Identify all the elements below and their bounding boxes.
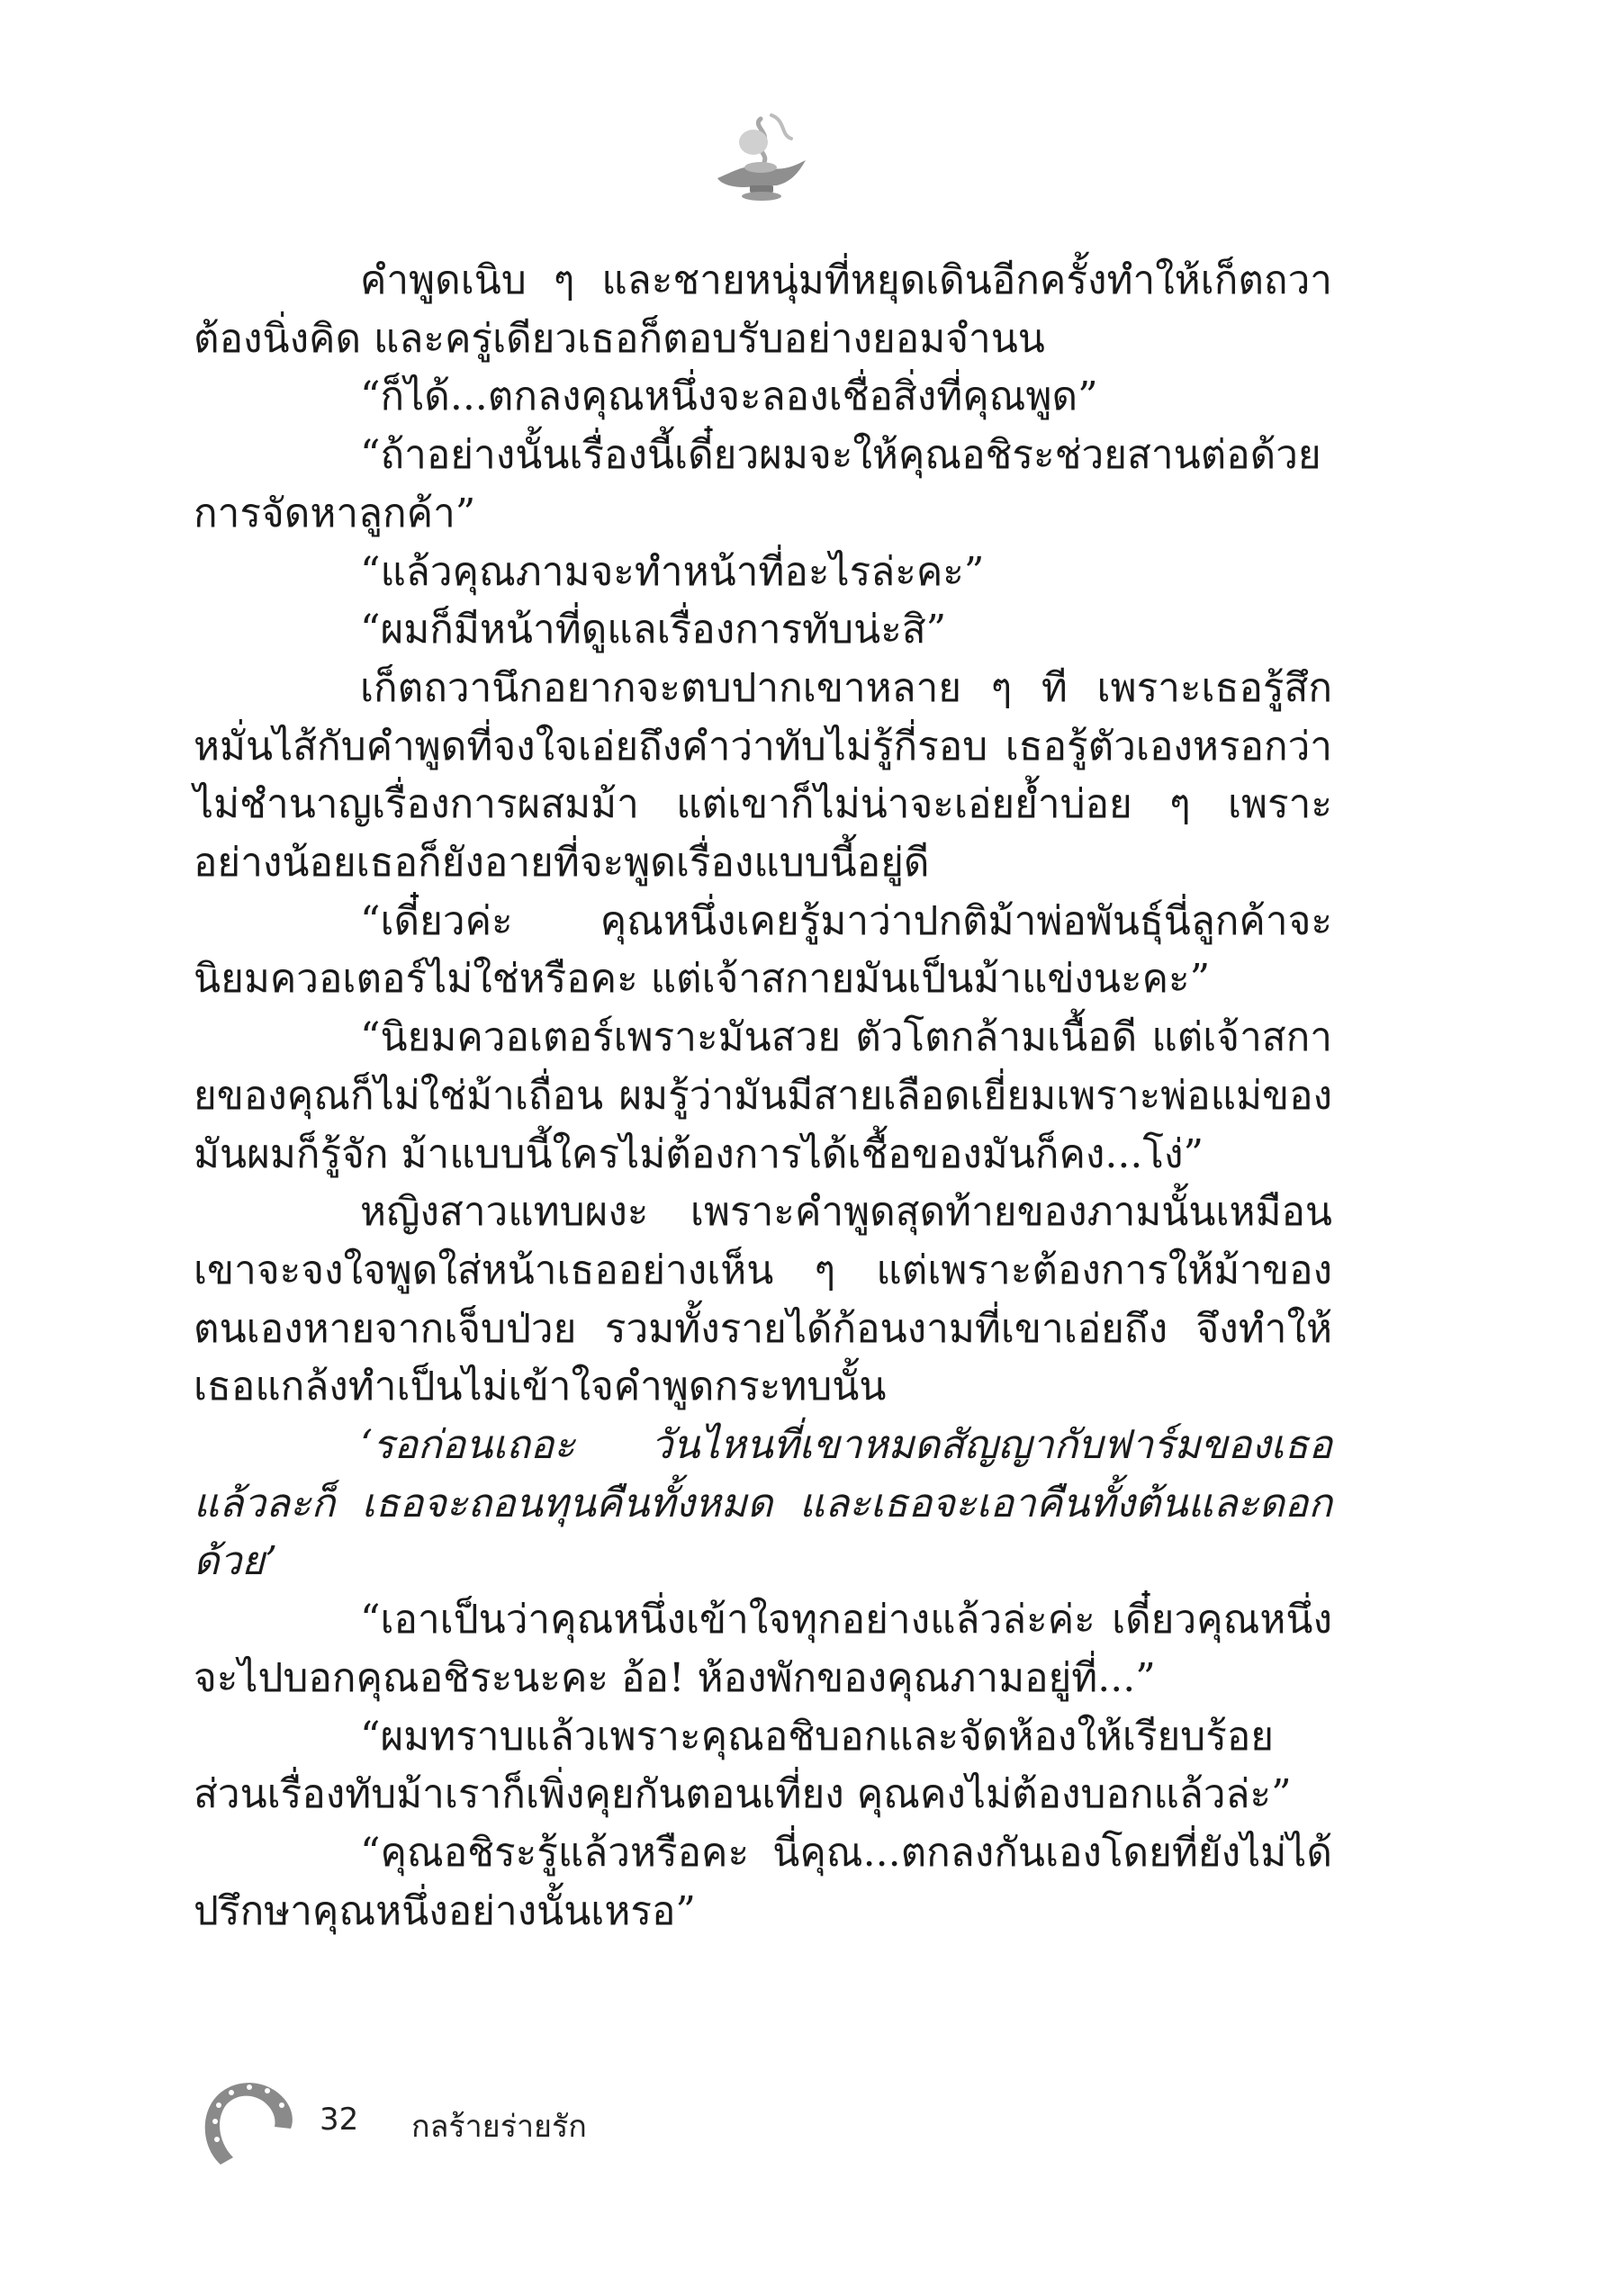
paragraph: “ผมก็มีหน้าที่ดูแลเรื่องการทับน่ะสิ” — [360, 607, 947, 653]
horseshoe-icon — [194, 2075, 302, 2178]
paragraph: “ผมทราบแล้วเพราะคุณอชิบอกและจัดห้องให้เรียบร้อย ส่วนเรื่องทับม้าเราก็เพิ่งคุยกันตอนเที่ยง คุณคงไม่ต้องบอกแล้วล่ะ” — [194, 1713, 1292, 1818]
paragraph: เก็ตถวานึกอยากจะตบปากเขาหลาย ๆ ที เพราะเธอรู้สึกหมั่นไส้กับคำพูดที่จงใจเอ่ยถึงคำว่าทับไม่รู้กี่รอบ เธอรู้ตัวเองหรอกว่าไม่ชำนาญเรื่องการผสมม้า แต่เขาก็ไม่น่าจะเอ่ยย้ำบ่อย ๆ เพราะอย่างน้อยเธอก็ยังอายที่จะพูดเรื่องแบบนี้อยู่ดี — [194, 664, 1332, 887]
page-number: 32 — [320, 2102, 359, 2138]
paragraph: “เอาเป็นว่าคุณหนึ่งเข้าใจทุกอย่างแล้วล่ะค่ะ เดี๋ยวคุณหนึ่งจะไปบอกคุณอชิระนะคะ อ้อ! ห้องพักของคุณภามอยู่ที่...” — [194, 1597, 1332, 1701]
paragraph: คำพูดเนิบ ๆ และชายหนุ่มที่หยุดเดินอีกครั้งทำให้เก็ตถวาต้องนิ่งคิด และครู่เดียวเธอก็ตอบรับอย่างยอมจำนน — [194, 257, 1332, 362]
paragraph: “นิยมควอเตอร์เพราะมันสวย ตัวโตกล้ามเนื้อดี แต่เจ้าสกายของคุณก็ไม่ใช่ม้าเถื่อน ผมรู้ว่ามันมีสายเลือดเยี่ยมเพราะพ่อแม่ของมันผมก็รู้จัก ม้าแบบนี้ใครไม่ต้องการได้เชื้อของมันก็คง...โง่” — [194, 1014, 1332, 1177]
story-text — [194, 252, 1332, 1940]
paragraph: “ถ้าอย่างนั้นเรื่องนี้เดี๋ยวผมจะให้คุณอชิระช่วยสานต่อด้วยการจัดหาลูกค้า” — [194, 432, 1321, 536]
inner-thought-paragraph: ‘รอก่อนเถอะ วันไหนที่เขาหมดสัญญากับฟาร์มของเธอแล้วละก็ เธอจะถอนทุนคืนทั้งหมด และเธอจะเอาคืนทั้งต้นและดอกด้วย’ — [194, 1422, 1332, 1585]
paragraph: “คุณอชิระรู้แล้วหรือคะ นี่คุณ...ตกลงกันเองโดยที่ยังไม่ได้ปรึกษาคุณหนึ่งอย่างนั้นเหรอ” — [194, 1829, 1332, 1934]
magic-lamp-icon — [708, 108, 816, 207]
paragraph: “ก็ได้...ตกลงคุณหนึ่งจะลองเชื่อสิ่งที่คุณพูด” — [360, 374, 1098, 420]
book-title: กลร้ายร่ายรัก — [411, 2109, 587, 2145]
paragraph: หญิงสาวแทบผงะ เพราะคำพูดสุดท้ายของภามนั้นเหมือนเขาจะจงใจพูดใส่หน้าเธออย่างเห็น ๆ แต่เพราะต้องการให้ม้าของตนเองหายจากเจ็บป่วย รวมทั้งรายได้ก้อนงามที่เขาเอ่ยถึง จึงทำให้เธอแกล้งทำเป็นไม่เข้าใจคำพูดกระทบนั้น — [194, 1189, 1332, 1410]
paragraph: “เดี๋ยวค่ะ คุณหนึ่งเคยรู้มาว่าปกติม้าพ่อพันธุ์นี่ลูกค้าจะนิยมควอเตอร์ไม่ใช่หรือคะ แต่เจ้าสกายมันเป็นม้าแข่งนะคะ” — [194, 897, 1332, 1003]
paragraph: “แล้วคุณภามจะทำหน้าที่อะไรล่ะคะ” — [360, 548, 985, 595]
page-footer — [194, 2075, 824, 2183]
